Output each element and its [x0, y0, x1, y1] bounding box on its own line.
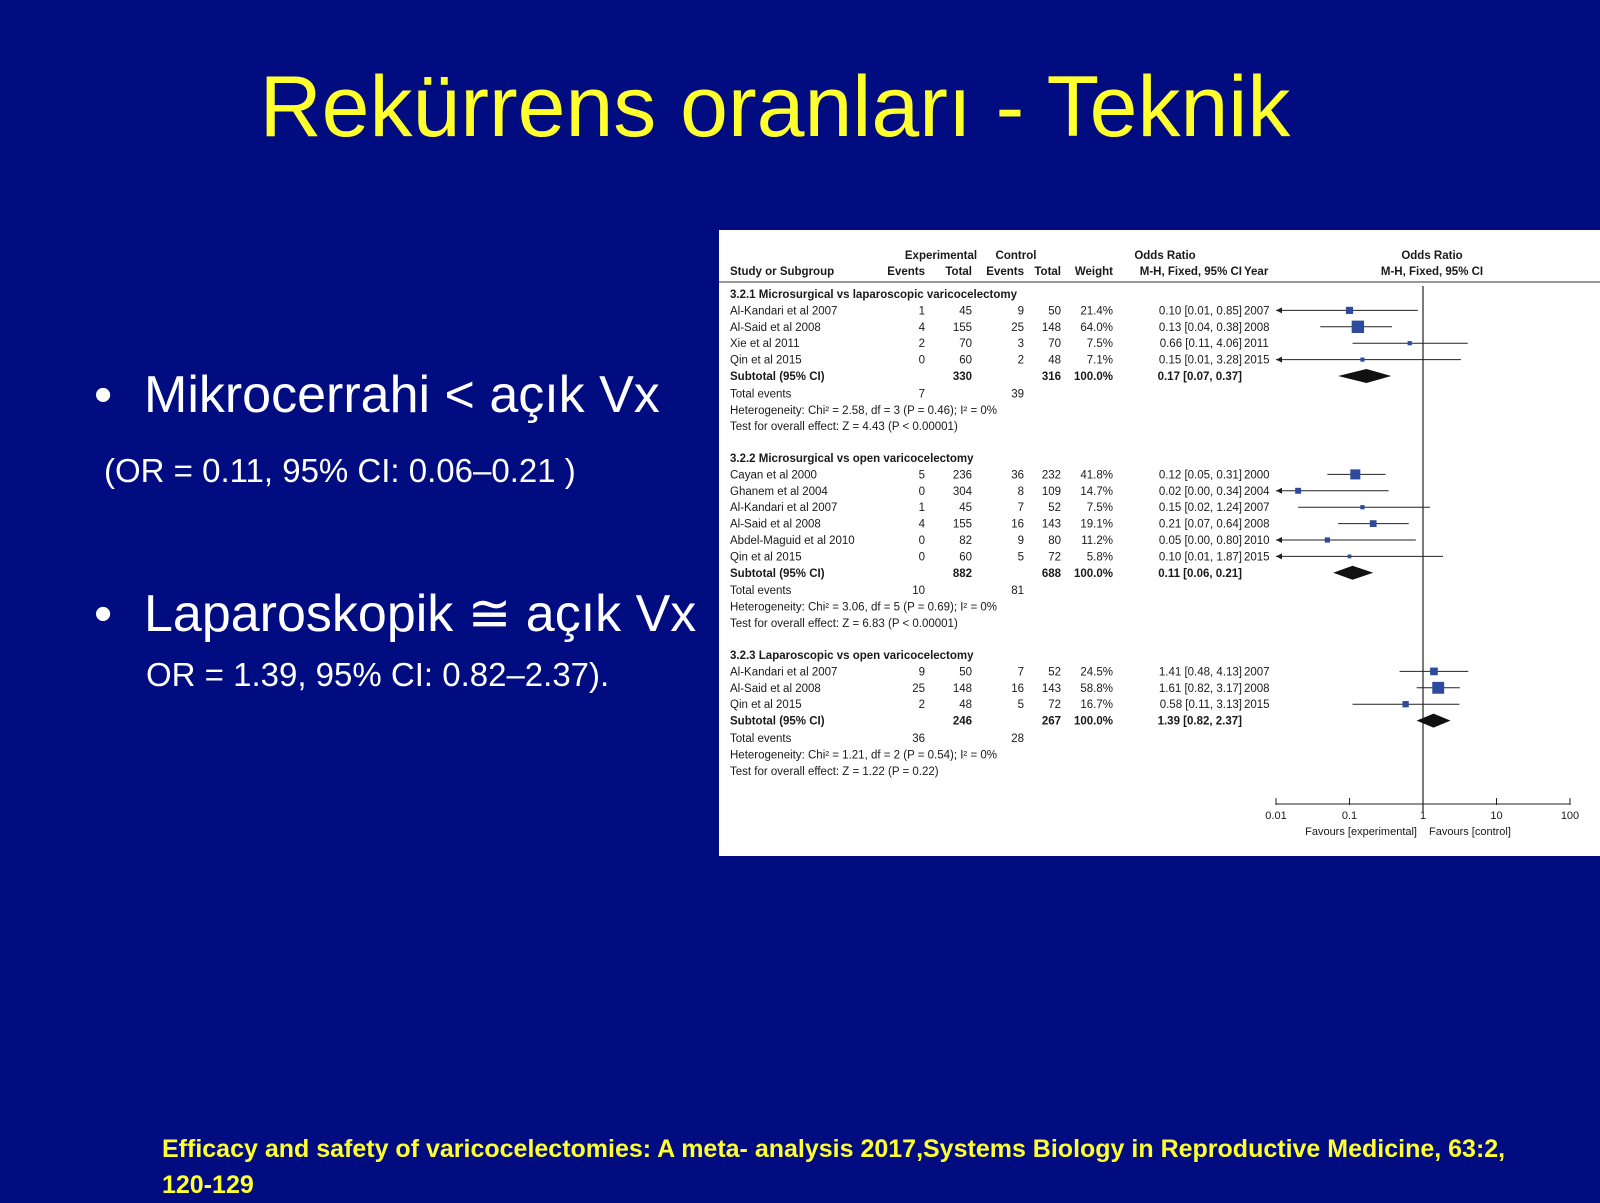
study-events-e: 0	[918, 485, 925, 498]
study-total-c: 232	[1041, 469, 1061, 482]
study-name: Qin et al 2015	[730, 699, 802, 712]
subtotal-label: Subtotal (95% CI)	[730, 567, 825, 580]
study-weight: 41.8%	[1080, 469, 1113, 482]
study-total-e: 82	[959, 535, 972, 547]
study-ci: 0.10 [0.01, 0.85]	[1158, 305, 1242, 318]
study-ci: 0.02 [0.00, 0.34]	[1158, 485, 1242, 498]
total-events-c: 39	[1011, 388, 1024, 401]
study-total-e: 304	[952, 485, 972, 498]
study-events-c: 5	[1017, 551, 1024, 564]
study-events-c: 7	[1017, 666, 1024, 679]
study-events-e: 9	[918, 666, 925, 679]
study-total-e: 70	[959, 338, 972, 351]
study-weight: 58.8%	[1080, 682, 1113, 695]
study-name: Al-Said et al 2008	[730, 518, 821, 531]
study-total-e: 45	[959, 305, 972, 318]
subtotal-total-c: 316	[1041, 371, 1061, 383]
subtotal-total-c: 688	[1041, 567, 1061, 580]
ci-arrow	[1276, 537, 1282, 543]
x-tick-label: 0.1	[1341, 810, 1358, 822]
study-year: 2015	[1244, 699, 1270, 712]
header-total-c: Total	[1034, 266, 1061, 278]
subtotal-ci: 0.17 [0.07, 0.37]	[1157, 371, 1242, 383]
header-or-method: M-H, Fixed, 95% CI	[1139, 266, 1242, 278]
subtotal-total-c: 267	[1041, 715, 1061, 728]
subgroup-title: 3.2.2 Microsurgical vs open varicocelectomy	[730, 453, 974, 465]
point-estimate	[1360, 505, 1364, 509]
study-ci: 0.12 [0.05, 0.31]	[1158, 469, 1242, 482]
study-year: 2004	[1244, 485, 1270, 498]
study-name: Ghanem et al 2004	[730, 485, 828, 498]
ci-arrow	[1276, 553, 1282, 559]
favours-control-label: Favours [control]	[1429, 826, 1511, 838]
study-weight: 7.5%	[1086, 502, 1113, 515]
total-events-e: 36	[912, 733, 925, 745]
study-year: 2007	[1244, 502, 1270, 515]
header-odds-ratio: Odds Ratio	[1134, 250, 1196, 262]
study-year: 2000	[1244, 469, 1270, 482]
x-tick-label: 10	[1490, 810, 1503, 822]
study-ci: 1.41 [0.48, 4.13]	[1158, 666, 1242, 679]
study-total-c: 72	[1048, 699, 1061, 712]
bullet-laparoscopy	[94, 582, 696, 646]
study-total-e: 148	[952, 682, 972, 695]
study-events-e: 4	[918, 518, 925, 531]
subtotal-diamond	[1338, 369, 1391, 383]
subtotal-weight: 100.0%	[1073, 371, 1113, 383]
study-ci: 0.13 [0.04, 0.38]	[1158, 321, 1242, 334]
x-tick-label: 100	[1560, 810, 1580, 822]
study-weight: 11.2%	[1081, 535, 1113, 547]
point-estimate	[1430, 668, 1438, 676]
heterogeneity-text: Heterogeneity: Chi² = 1.21, df = 2 (P = 0.54); I² = 0%	[730, 749, 997, 762]
study-events-e: 4	[918, 321, 925, 334]
study-ci: 0.21 [0.07, 0.64]	[1158, 518, 1242, 531]
overall-effect-text: Test for overall effect: Z = 4.43 (P < 0.00001)	[730, 421, 958, 434]
bullet-glyph: •	[94, 585, 113, 643]
study-total-c: 143	[1041, 682, 1061, 695]
study-name: Cayan et al 2000	[730, 469, 817, 482]
x-tick-label: 0.01	[1265, 810, 1287, 822]
study-weight: 7.5%	[1086, 338, 1113, 351]
point-estimate	[1370, 520, 1377, 527]
ci-arrow	[1276, 488, 1282, 494]
study-events-e: 0	[918, 551, 925, 564]
bullet-text: Laparoskopik ≅ açık Vx	[144, 585, 697, 643]
study-total-e: 236	[952, 469, 972, 482]
total-events-e: 7	[918, 388, 925, 401]
study-weight: 16.7%	[1080, 699, 1113, 712]
subtotal-label: Subtotal (95% CI)	[730, 715, 825, 728]
study-total-e: 60	[959, 551, 972, 564]
point-estimate	[1325, 537, 1330, 542]
study-name: Al-Said et al 2008	[730, 321, 821, 334]
total-events-c: 81	[1011, 585, 1024, 598]
slide-title: Rekürrens oranları - Teknik	[259, 59, 1291, 155]
subtotal-ci: 1.39 [0.82, 2.37]	[1157, 715, 1242, 728]
header-or-method-plot: M-H, Fixed, 95% CI	[1380, 266, 1484, 278]
total-events-label: Total events	[730, 733, 792, 745]
study-events-c: 16	[1011, 518, 1024, 531]
favours-experimental-label: Favours [experimental]	[1305, 826, 1417, 838]
study-year: 2010	[1244, 535, 1270, 547]
study-year: 2015	[1244, 354, 1270, 367]
header-control: Control	[995, 250, 1037, 262]
study-total-c: 72	[1048, 551, 1061, 564]
header-year: Year	[1244, 266, 1269, 278]
bullet-glyph: •	[94, 366, 113, 424]
subtotal-diamond	[1417, 714, 1451, 728]
study-name: Al-Kandari et al 2007	[730, 305, 838, 318]
point-estimate	[1408, 341, 1412, 345]
study-weight: 14.7%	[1080, 485, 1113, 498]
overall-effect-text: Test for overall effect: Z = 1.22 (P = 0.22)	[730, 765, 939, 778]
study-total-e: 60	[959, 354, 972, 367]
study-year: 2015	[1244, 551, 1270, 564]
study-ci: 0.05 [0.00, 0.80]	[1158, 535, 1242, 547]
study-events-e: 2	[918, 699, 925, 712]
header-study: Study or Subgroup	[730, 266, 835, 278]
subtotal-total-e: 330	[952, 371, 972, 383]
study-year: 2007	[1244, 305, 1270, 318]
study-events-e: 0	[918, 535, 925, 547]
study-year: 2008	[1244, 321, 1270, 334]
bullet-note-laparoscopy: OR = 1.39, 95% CI: 0.82–2.37).	[146, 656, 610, 693]
point-estimate	[1346, 307, 1353, 314]
study-total-c: 143	[1041, 518, 1061, 531]
subtotal-label: Subtotal (95% CI)	[730, 371, 825, 383]
header-odds-ratio-plot: Odds Ratio	[1401, 250, 1463, 262]
study-ci: 0.15 [0.02, 1.24]	[1158, 502, 1242, 515]
study-ci: 0.15 [0.01, 3.28]	[1158, 354, 1242, 367]
study-events-c: 3	[1017, 338, 1024, 351]
study-events-c: 36	[1011, 469, 1024, 482]
total-events-label: Total events	[730, 388, 792, 401]
study-events-c: 7	[1017, 502, 1024, 515]
point-estimate	[1360, 358, 1364, 362]
overall-effect-text: Test for overall effect: Z = 6.83 (P < 0.00001)	[730, 618, 958, 630]
study-ci: 0.66 [0.11, 4.06]	[1159, 338, 1242, 351]
study-total-c: 109	[1041, 485, 1061, 498]
point-estimate	[1295, 488, 1301, 494]
study-events-c: 2	[1017, 354, 1024, 367]
total-events-c: 28	[1011, 733, 1024, 745]
study-total-e: 155	[952, 321, 972, 334]
study-ci: 0.10 [0.01, 1.87]	[1158, 551, 1242, 564]
bullet-text: Mikrocerrahi < açık Vx	[144, 366, 660, 424]
study-events-c: 8	[1017, 485, 1024, 498]
study-name: Xie et al 2011	[730, 338, 800, 351]
header-weight: Weight	[1074, 266, 1113, 278]
study-name: Al-Kandari et al 2007	[730, 502, 838, 515]
study-total-e: 50	[959, 666, 972, 679]
study-total-c: 148	[1041, 321, 1061, 334]
ci-arrow	[1276, 357, 1282, 363]
header-events-c: Events	[986, 266, 1024, 278]
study-name: Al-Said et al 2008	[730, 682, 821, 695]
point-estimate	[1402, 701, 1408, 707]
study-events-c: 25	[1011, 321, 1024, 334]
study-name: Qin et al 2015	[730, 354, 802, 367]
study-events-e: 5	[918, 469, 925, 482]
study-total-c: 52	[1048, 666, 1061, 679]
study-total-c: 50	[1048, 305, 1061, 318]
point-estimate	[1350, 469, 1360, 479]
study-name: Abdel-Maguid et al 2010	[730, 535, 855, 547]
study-weight: 7.1%	[1086, 354, 1113, 367]
study-name: Qin et al 2015	[730, 551, 802, 564]
study-events-e: 25	[912, 682, 925, 695]
study-total-e: 45	[959, 502, 972, 515]
study-year: 2008	[1244, 682, 1270, 695]
study-ci: 0.58 [0.11, 3.13]	[1159, 699, 1242, 712]
study-weight: 19.1%	[1080, 518, 1113, 531]
header-events-e: Events	[887, 266, 925, 278]
forest-plot	[719, 230, 1600, 856]
study-events-e: 0	[918, 354, 925, 367]
subtotal-weight: 100.0%	[1073, 567, 1113, 580]
study-year: 2007	[1244, 666, 1270, 679]
study-year: 2011	[1244, 338, 1269, 351]
ci-arrow	[1276, 307, 1282, 313]
heterogeneity-text: Heterogeneity: Chi² = 3.06, df = 5 (P = 0.69); I² = 0%	[730, 601, 997, 614]
study-events-e: 2	[918, 338, 925, 351]
subgroup-title: 3.2.1 Microsurgical vs laparoscopic varicocelectomy	[730, 289, 1018, 301]
study-events-e: 1	[918, 305, 925, 318]
study-total-c: 80	[1048, 535, 1061, 547]
point-estimate	[1352, 321, 1364, 333]
subtotal-total-e: 246	[952, 715, 972, 728]
subtotal-diamond	[1333, 566, 1373, 580]
study-name: Al-Kandari et al 2007	[730, 666, 838, 679]
study-ci: 1.61 [0.82, 3.17]	[1158, 682, 1242, 695]
study-total-e: 155	[952, 518, 972, 531]
subtotal-total-e: 882	[952, 567, 972, 580]
study-weight: 21.4%	[1080, 305, 1113, 318]
forest-plot-panel	[719, 230, 1600, 856]
subtotal-ci: 0.11 [0.06, 0.21]	[1158, 567, 1242, 580]
x-tick-label: 1	[1419, 810, 1427, 822]
study-weight: 64.0%	[1080, 321, 1113, 334]
header-experimental: Experimental	[904, 250, 978, 262]
study-total-c: 52	[1048, 502, 1061, 515]
study-events-c: 5	[1017, 699, 1024, 712]
study-year: 2008	[1244, 518, 1270, 531]
point-estimate	[1348, 555, 1352, 559]
point-estimate	[1432, 682, 1444, 694]
study-events-c: 16	[1011, 682, 1024, 695]
total-events-e: 10	[912, 585, 925, 598]
study-total-c: 70	[1048, 338, 1061, 351]
subgroup-title: 3.2.3 Laparoscopic vs open varicocelectomy	[730, 650, 974, 662]
bullet-microsurgery	[94, 363, 660, 427]
study-events-c: 9	[1017, 305, 1024, 318]
subtotal-weight: 100.0%	[1073, 715, 1113, 728]
study-weight: 24.5%	[1080, 666, 1113, 679]
study-total-e: 48	[959, 699, 972, 712]
study-total-c: 48	[1048, 354, 1061, 367]
header-total-e: Total	[945, 266, 972, 278]
study-events-c: 9	[1017, 535, 1024, 547]
bullet-note-microsurgery: (OR = 0.11, 95% CI: 0.06–0.21 )	[104, 452, 576, 489]
reference-citation: Efficacy and safety of varicocelectomies: A meta- analysis 2017,Systems Biology in Reproductive Medicine, 63:2, 120-129	[162, 1135, 1506, 1199]
study-events-e: 1	[918, 502, 925, 515]
total-events-label: Total events	[730, 585, 792, 598]
heterogeneity-text: Heterogeneity: Chi² = 2.58, df = 3 (P = 0.46); I² = 0%	[730, 404, 997, 417]
study-weight: 5.8%	[1086, 551, 1113, 564]
